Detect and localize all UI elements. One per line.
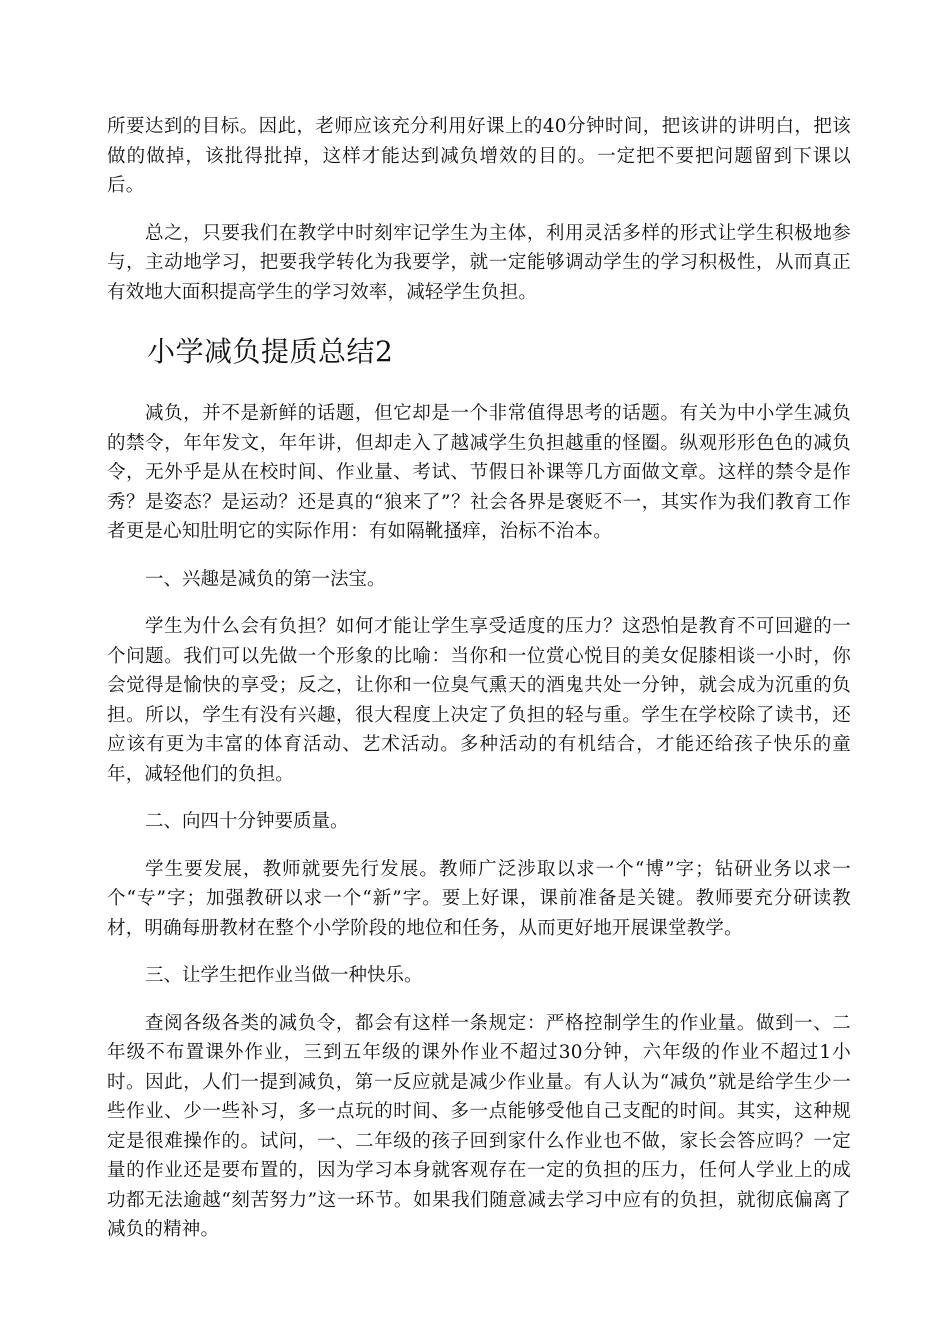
point-2-title: 二、向四十分钟要质量。	[145, 811, 349, 832]
point-2-body: 学生要发展，教师就要先行发展。教师广泛涉取以求一个“博”字；钻研业务以求一个“专”字；加强教研以求一个“新”字。要上好课，课前准备是关键。教师要充分研读教材，明确每册教材在整个小学阶段的地位和任务，从而更好地开展课堂教学。	[107, 858, 851, 939]
point-1-title: 一、兴趣是减负的第一法宝。	[145, 568, 386, 590]
point-3-body: 查阅各级各类的减负令，都会有这样一条规定：严格控制学生的作业量。做到一、二年级不布置课外作业，三到五年级的课外作业不超过30分钟，六年级的作业不超过1小时。因此，人们一提到减负，第一反应就是减少作业量。有人认为“减负”就是给学生少一些作业、少一些补习，多一点玩的时间、多一点能够受他自己支配的时间。其实，这种规定是很难操作的。试问，一、二年级的孩子回到家什么作业也不做，家长会答应吗？一定量的作业还是要布置的，因为学习本身就客观存在一定的负担的压力，任何人学业上的成功都无法逾越“刻苦努力”这一环节。如果我们随意减去学习中应有的负担，就彻底偏离了减负的精神。	[107, 1012, 851, 1240]
paragraph-continuation: 所要达到的目标。因此，老师应该充分利用好课上的40分钟时间，把该讲的讲明白，把该做的做掉，该批得批掉，这样才能达到减负增效的目的。一定把不要把问题留到下课以后。	[107, 116, 851, 196]
point-1-body: 学生为什么会有负担？如何才能让学生享受适度的压力？这恐怕是教育不可回避的一个问题。我们可以先做一个形象的比喻：当你和一位赏心悦目的美女促膝相谈一小时，你会觉得是愉快的享受；反之，让你和一位臭气熏天的酒鬼共处一分钟，就会成为沉重的负担。所以，学生有没有兴趣，很大程度上决定了负担的轻与重。学生在学校除了读书，还应该有更为丰富的体育活动、艺术活动。多种活动的有机结合，才能还给孩子快乐的童年，减轻他们的负担。	[107, 616, 851, 785]
paragraph-intro: 减负，并不是新鲜的话题，但它却是一个非常值得思考的话题。有关为中小学生减负的禁令，年年发文，年年讲，但却走入了越减学生负担越重的怪圈。纵观形形色色的减负令，无外乎是从在校时间、作业量、考试、节假日补课等几方面做文章。这样的禁令是作秀？是姿态？是运动？还是真的“狼来了”？社会各界是褒贬不一，其实作为我们教育工作者更是心知肚明它的实际作用：有如隔靴搔痒，治标不治本。	[107, 403, 851, 542]
paragraph-conclusion: 总之，只要我们在教学中时刻牢记学生为主体，利用灵活多样的形式让学生积极地参与，主动地学习，把要我学转化为我要学，就一定能够调动学生的学习积极性，从而真正有效地大面积提高学生的学习效率，减轻学生负担。	[107, 222, 851, 303]
point-3-title: 三、让学生把作业当做一种快乐。	[145, 965, 423, 986]
section-heading: 小学减负提质总结2	[147, 335, 394, 368]
document-body	[107, 112, 851, 1245]
